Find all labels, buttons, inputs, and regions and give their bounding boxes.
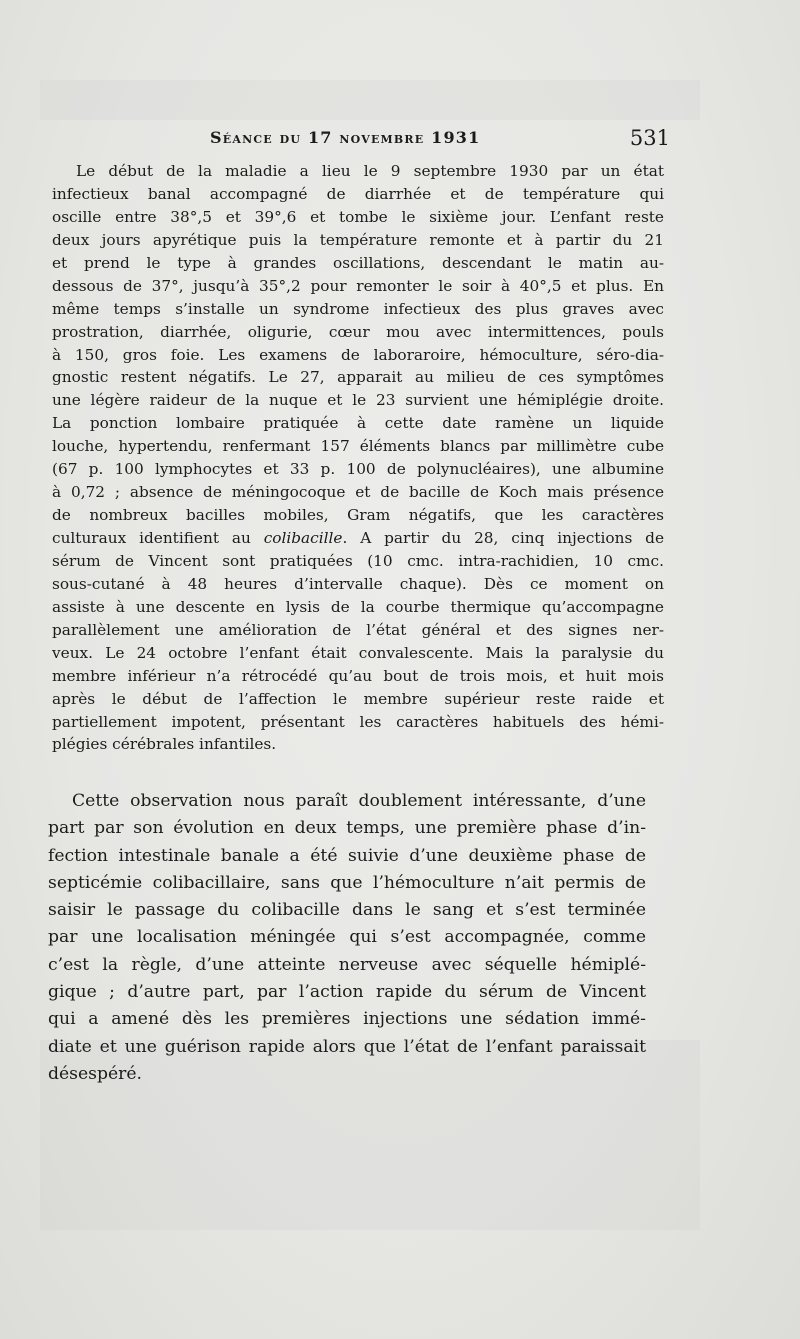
text-line: gique ; d’autre part, par l’action rapide du sérum de Vincent	[48, 982, 646, 1003]
text-line: à 0,72 ; absence de méningocoque et de bacille de Koch mais présence	[52, 483, 664, 502]
text-line: prostration, diarrhée, oligurie, cœur mou avec intermittences, pouls	[52, 322, 664, 341]
text-line: infectieux banal accompagné de diarrhée et de température qui	[52, 184, 664, 203]
text-line: par une localisation méningée qui s’est accompagnée, comme	[48, 927, 646, 948]
text-line: oscille entre 38°,5 et 39°,6 et tombe le sixième jour. L’enfant reste	[52, 207, 664, 226]
text-line: fection intestinale banale a été suivie d’une deuxième phase de	[48, 845, 646, 866]
text-line: Cette observation nous paraît doublement intéressante, d’une	[72, 791, 646, 811]
text-line: deux jours apyrétique puis la température remonte et à partir du 21	[52, 230, 664, 249]
text-line: plégies cérébrales infantiles.	[52, 735, 277, 754]
text-line: qui a amené dès les premières injections une sédation immé-	[48, 1009, 646, 1030]
text-line: assiste à une descente en lysis de la courbe thermique qu’accompagne	[52, 597, 664, 616]
text-line: parallèlement une amélioration de l’état général et des signes ner-	[52, 620, 664, 639]
case-report-paragraph	[52, 160, 664, 756]
text-line: et prend le type à grandes oscillations, descendant le matin au-	[52, 253, 664, 272]
text-line: part par son évolution en deux temps, une première phase d’in-	[48, 818, 646, 839]
text-line: saisir le passage du colibacille dans le sang et s’est terminée	[48, 900, 646, 921]
text-line: même temps s’installe un syndrome infectieux des plus graves avec	[52, 299, 664, 318]
text-line: gnostic restent négatifs. Le 27, apparait au milieu de ces symptômes	[52, 368, 664, 387]
text-line: membre inférieur n’a rétrocédé qu’au bout de trois mois, et huit mois	[52, 666, 664, 685]
text-line: septicémie colibacillaire, sans que l’hémoculture n’ait permis de	[48, 872, 646, 893]
text-line: sous-cutané à 48 heures d’intervalle chaque). Dès ce moment on	[52, 574, 664, 593]
text-line: dessous de 37°, jusqu’à 35°,2 pour remonter le soir à 40°,5 et plus. En	[52, 276, 664, 295]
text-line: La ponction lombaire pratiquée à cette date ramène un liquide	[52, 414, 664, 433]
text-line: sérum de Vincent sont pratiquées (10 cmc. intra-rachidien, 10 cmc.	[52, 551, 664, 570]
text-line: diate et une guérison rapide alors que l’état de l’enfant paraissait	[48, 1036, 646, 1057]
text-line: Le début de la maladie a lieu le 9 septembre 1930 par un état	[76, 162, 664, 180]
running-title: Séance du 17 novembre 1931	[210, 128, 481, 147]
text-line: partiellement impotent, présentant les caractères habituels des hémi-	[52, 712, 664, 731]
text-line: à 150, gros foie. Les examens de laboraroire, hémoculture, séro-dia-	[52, 345, 664, 364]
page-number: 531	[629, 126, 670, 150]
text-line: louche, hypertendu, renfermant 157 éléments blancs par millimètre cube	[52, 437, 664, 456]
text-line: (67 p. 100 lymphocytes et 33 p. 100 de polynucléaires), une albumine	[52, 460, 664, 479]
commentary-paragraph	[48, 788, 646, 1088]
text-line: de nombreux bacilles mobiles, Gram négatifs, que les caractères	[52, 506, 664, 525]
text-line: veux. Le 24 octobre l’enfant était convalescente. Mais la paralysie du	[52, 643, 664, 662]
show-through-shadow	[40, 80, 700, 120]
text-line: désespéré.	[48, 1063, 143, 1084]
text-line: c’est la règle, d’une atteinte nerveuse avec séquelle hémiplé-	[48, 954, 646, 975]
text-line: culturaux identifient au colibacille. A partir du 28, cinq injections de	[52, 529, 665, 547]
text-line: après le début de l’affection le membre supérieur reste raide et	[52, 689, 664, 708]
text-line: une légère raideur de la nuque et le 23 survient une hémiplégie droite.	[52, 391, 664, 410]
page-header	[210, 128, 670, 154]
